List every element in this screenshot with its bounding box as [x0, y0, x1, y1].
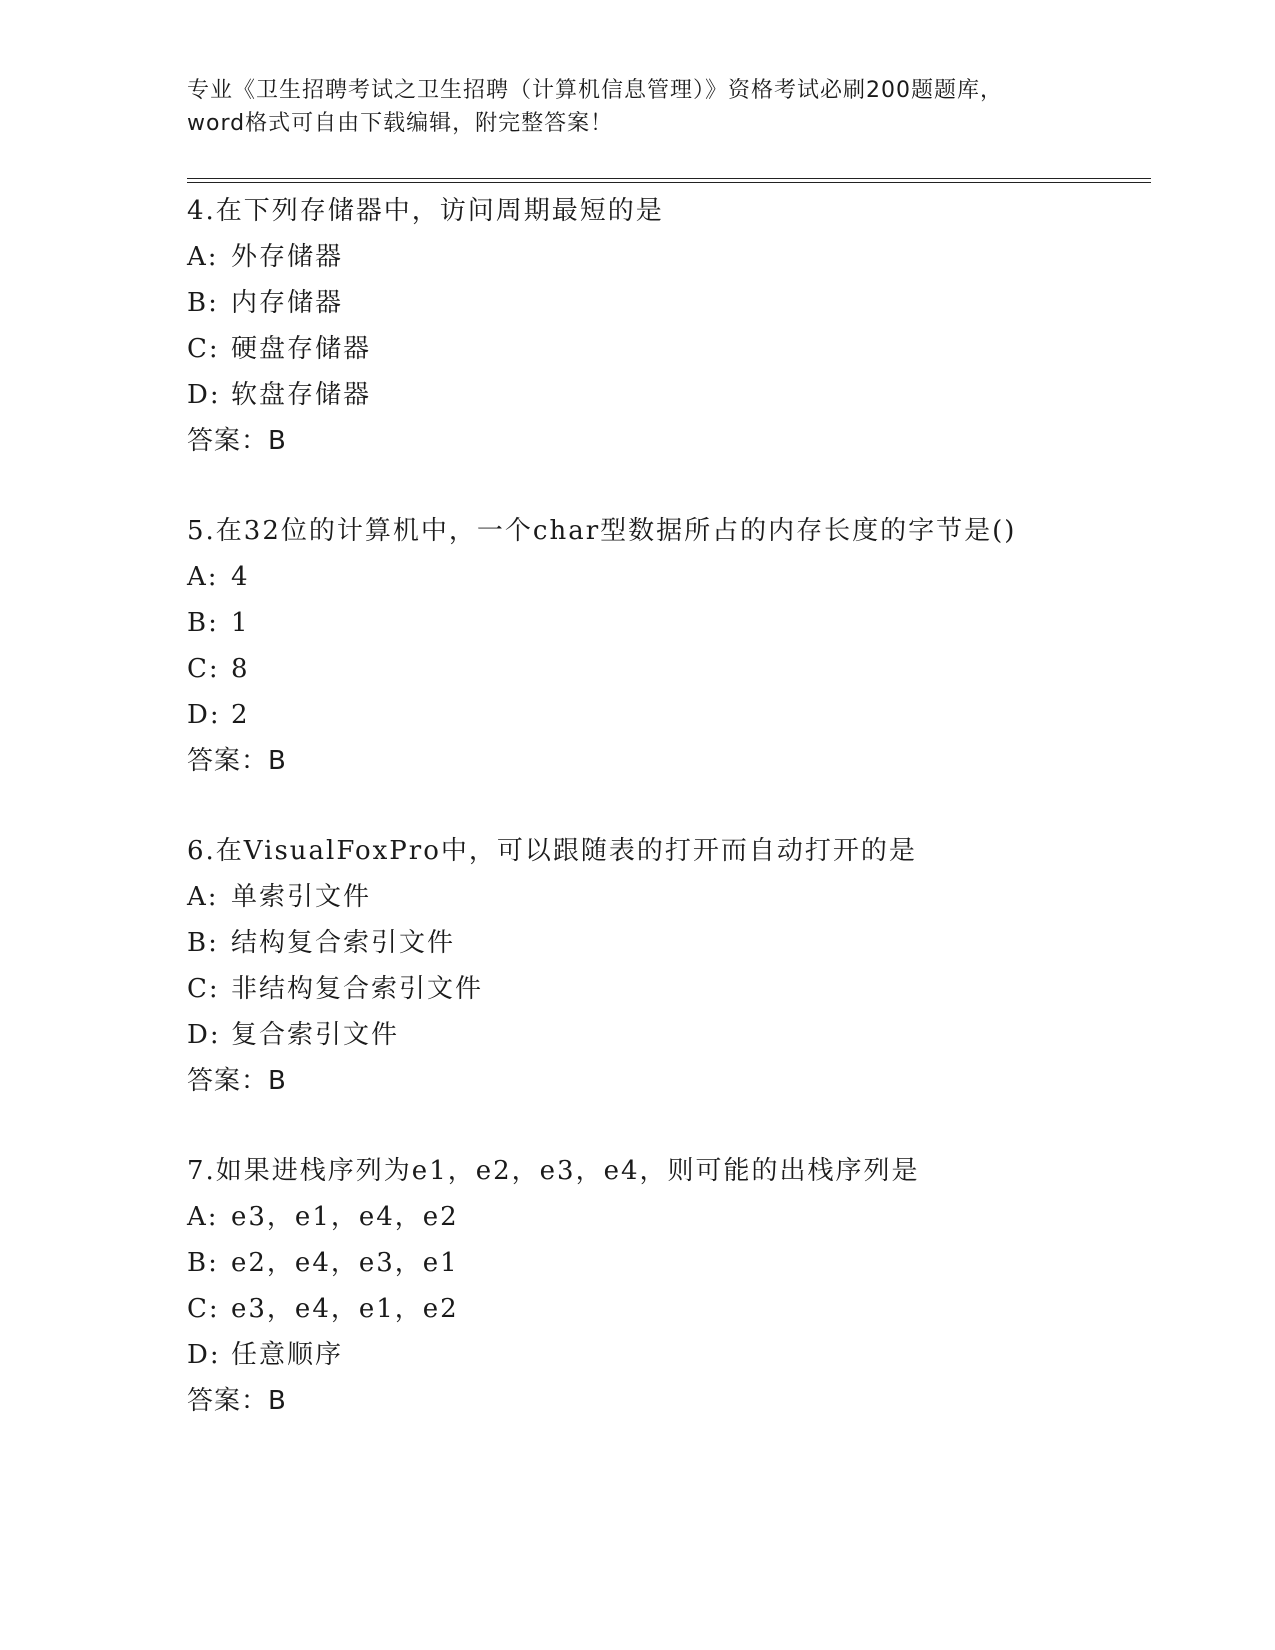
- option-letter: C:: [187, 654, 220, 684]
- answer: 答案：B: [187, 746, 287, 776]
- option-a: [187, 234, 1147, 280]
- option-letter: D:: [187, 380, 221, 410]
- option-text: 4: [231, 562, 250, 592]
- option-text: 任意顺序: [231, 1340, 344, 1370]
- option-d: [187, 372, 1147, 418]
- option-c: [187, 966, 1147, 1012]
- option-text: 结构复合索引文件: [231, 928, 456, 958]
- option-a: [187, 554, 1147, 600]
- option-text: 单索引文件: [231, 882, 372, 912]
- option-letter: D:: [187, 700, 221, 730]
- option-letter: D:: [187, 1340, 221, 1370]
- option-letter: A:: [187, 242, 219, 272]
- option-c: [187, 646, 1147, 692]
- answer: 答案：B: [187, 426, 287, 456]
- option-text: 软盘存储器: [231, 380, 372, 410]
- option-text: 外存储器: [231, 242, 344, 272]
- question-5: [187, 508, 1147, 784]
- option-text: e2，e4，e3，e1: [231, 1248, 459, 1278]
- option-letter: C:: [187, 974, 220, 1004]
- option-letter: B:: [187, 1248, 219, 1278]
- option-letter: B:: [187, 288, 219, 318]
- question-list: [187, 188, 1147, 1468]
- option-text: 1: [231, 608, 250, 638]
- option-b: [187, 280, 1147, 326]
- option-a: [187, 1194, 1147, 1240]
- answer: 答案：B: [187, 1066, 287, 1096]
- option-b: [187, 920, 1147, 966]
- option-text: 内存储器: [231, 288, 344, 318]
- question-4: [187, 188, 1147, 464]
- answer: 答案：B: [187, 1386, 287, 1416]
- option-text: e3，e1，e4，e2: [231, 1202, 459, 1232]
- option-letter: A:: [187, 882, 219, 912]
- option-a: [187, 874, 1147, 920]
- option-text: 复合索引文件: [231, 1020, 400, 1050]
- option-text: 2: [231, 700, 250, 730]
- question-stem: 5.在32位的计算机中，一个char型数据所占的内存长度的字节是(): [187, 516, 1017, 546]
- header-line-2: word格式可自由下载编辑，附完整答案！: [187, 111, 614, 136]
- option-text: 非结构复合索引文件: [231, 974, 484, 1004]
- option-d: [187, 1332, 1147, 1378]
- option-d: [187, 692, 1147, 738]
- document-header: [187, 74, 1087, 140]
- option-letter: A:: [187, 562, 219, 592]
- question-stem: 4.在下列存储器中，访问周期最短的是: [187, 196, 664, 226]
- option-letter: B:: [187, 608, 219, 638]
- option-c: [187, 1286, 1147, 1332]
- question-stem: 6.在VisualFoxPro中，可以跟随表的打开而自动打开的是: [187, 836, 917, 866]
- option-letter: B:: [187, 928, 219, 958]
- option-letter: C:: [187, 334, 220, 364]
- option-c: [187, 326, 1147, 372]
- option-letter: A:: [187, 1202, 219, 1232]
- question-stem: 7.如果进栈序列为e1，e2，e3，e4，则可能的出栈序列是: [187, 1156, 920, 1186]
- option-b: [187, 600, 1147, 646]
- header-line-1: 专业《卫生招聘考试之卫生招聘（计算机信息管理）》资格考试必刷200题题库，: [187, 78, 1003, 103]
- option-text: 硬盘存储器: [231, 334, 372, 364]
- option-letter: C:: [187, 1294, 220, 1324]
- option-d: [187, 1012, 1147, 1058]
- question-6: [187, 828, 1147, 1104]
- option-b: [187, 1240, 1147, 1286]
- header-divider: [187, 178, 1151, 183]
- question-7: [187, 1148, 1147, 1424]
- option-text: 8: [231, 654, 250, 684]
- option-letter: D:: [187, 1020, 221, 1050]
- option-text: e3，e4，e1，e2: [231, 1294, 459, 1324]
